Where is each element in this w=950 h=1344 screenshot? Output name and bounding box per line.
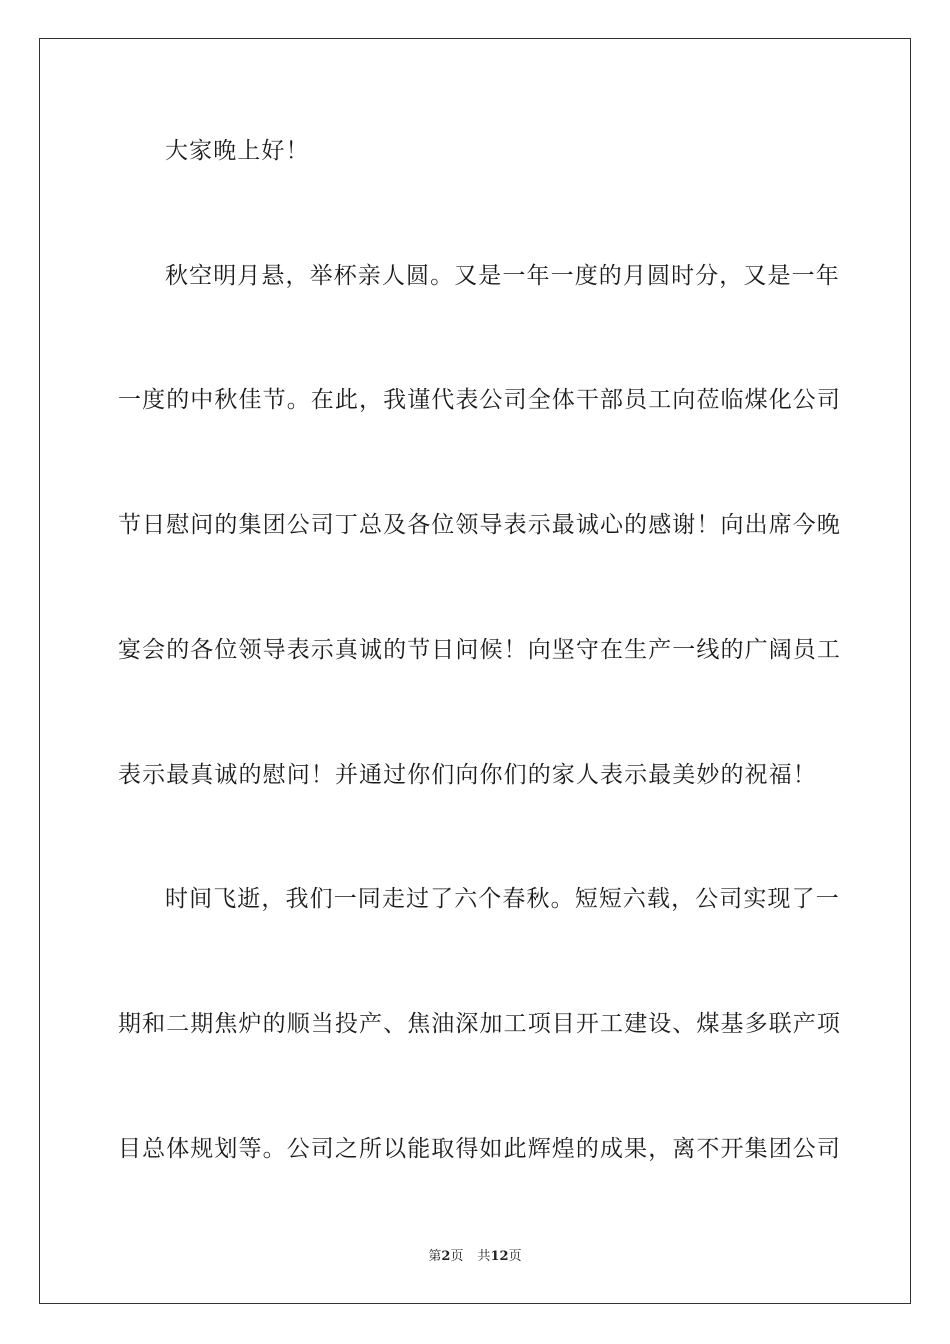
page-border <box>39 38 911 1304</box>
text-line-6: 表示最真诚的慰问！并通过你们向你们的家人表示最美妙的祝福！ <box>118 762 817 788</box>
text-line-4: 节日慰问的集团公司丁总及各位领导表示最诚心的感谢！向出席今晚 <box>118 512 841 538</box>
text-line-3: 一度的中秋佳节。在此，我谨代表公司全体干部员工向莅临煤化公司 <box>118 387 841 413</box>
footer-page-number: 2 <box>441 1249 451 1264</box>
text-line-2: 秋空明月悬，举杯亲人圆。又是一年一度的月圆时分，又是一年 <box>165 263 840 289</box>
text-line-5: 宴会的各位领导表示真诚的节日问候！向坚守在生产一线的广阔员工 <box>118 637 841 663</box>
footer-total-suffix: 页 <box>508 1249 522 1264</box>
text-line-1: 大家晚上好！ <box>165 138 310 164</box>
footer-total-prefix: 共 <box>477 1249 491 1264</box>
footer-page-suffix: 页 <box>450 1249 464 1264</box>
footer-total-number: 12 <box>490 1249 509 1264</box>
page-footer <box>0 1245 950 1264</box>
footer-page-prefix: 第 <box>428 1249 442 1264</box>
text-line-8: 期和二期焦炉的顺当投产、焦油深加工项目开工建设、煤基多联产项 <box>118 1011 841 1037</box>
text-line-7: 时间飞逝，我们一同走过了六个春秋。短短六载，公司实现了一 <box>165 886 840 912</box>
text-line-9: 目总体规划等。公司之所以能取得如此辉煌的成果，离不开集团公司 <box>118 1136 841 1162</box>
